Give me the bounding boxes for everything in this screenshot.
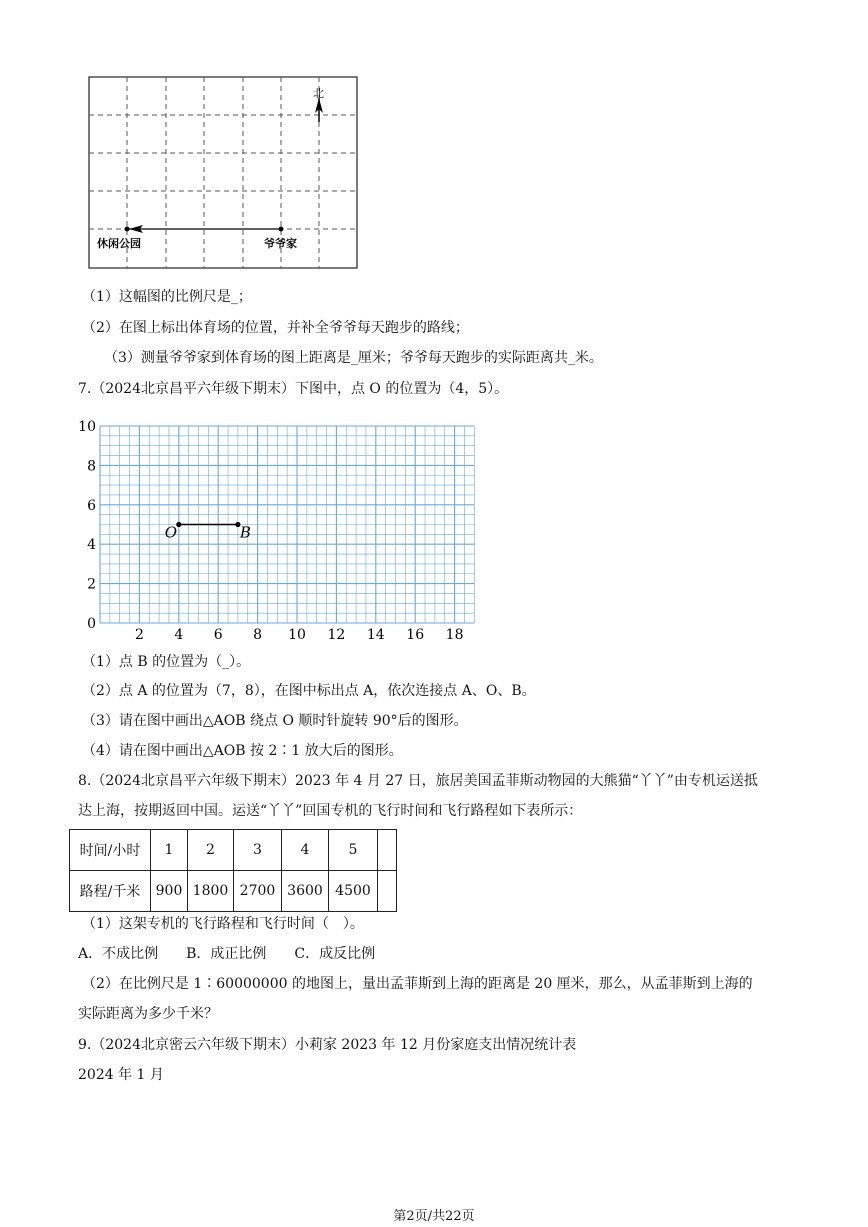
x-tick-label: 16 [406, 627, 425, 643]
q7-part1: （1）点 B 的位置为（_）。 [82, 654, 251, 670]
q9-subtitle: 2024 年 1 月 [78, 1067, 164, 1083]
q6-part1: （1）这幅图的比例尺是_； [82, 289, 252, 305]
q6-part3: （3）测量爷爷家到体育场的图上距离是_厘米；爷爷每天跑步的实际距离共_米。 [104, 350, 603, 366]
page-number: 第2页/共22页 [393, 1209, 475, 1224]
table-cell: 3 [234, 830, 282, 871]
table-cell: 2700 [234, 871, 282, 912]
map-figure [0, 0, 868, 280]
x-tick-label: 2 [134, 627, 144, 643]
q8-title-line1: 8.（2024北京昌平六年级下期末）2023 年 4 月 27 日，旅居美国孟菲斯动物园的大熊猫“丫丫”由专机运送抵 [78, 773, 758, 789]
x-tick-label: 14 [366, 627, 385, 643]
table-cell: 1 [151, 830, 188, 871]
point-label-O: O [164, 523, 178, 542]
park-label: 休闲公园 [97, 237, 141, 250]
table-cell: 3600 [282, 871, 329, 912]
table-cell: 4 [282, 830, 329, 871]
q7-part3: （3）请在图中画出△AOB 绕点 O 顺时针旋转 90°后的图形。 [82, 713, 468, 729]
table-cell [378, 830, 397, 871]
table-cell: 900 [151, 871, 188, 912]
table-row [70, 830, 397, 871]
table-cell: 4500 [329, 871, 378, 912]
table-cell [378, 871, 397, 912]
north-label: 北 [313, 87, 324, 100]
q7-part2: （2）点 A 的位置为（7，8），在图中标出点 A，依次连接点 A、O、B。 [82, 683, 536, 699]
y-tick-label: 10 [78, 419, 96, 435]
park-point [125, 227, 130, 232]
home-point [279, 227, 284, 232]
coordinate-grid-chart [60, 400, 500, 650]
point-label-B: B [239, 523, 251, 542]
y-tick-label: 6 [87, 497, 96, 514]
y-tick-label: 2 [87, 576, 96, 593]
x-tick-label: 12 [327, 627, 346, 643]
q8-options: A．不成比例 B．成正比例 C．成反比例 [78, 946, 376, 962]
q8-part1: （1）这架专机的飞行路程和飞行时间（ ）。 [82, 916, 364, 932]
x-tick-label: 4 [174, 627, 184, 643]
y-tick-label: 8 [87, 458, 96, 475]
x-tick-label: 8 [253, 627, 263, 643]
x-tick-label: 10 [288, 627, 306, 643]
north-arrow-icon [315, 98, 323, 122]
table-row [70, 871, 397, 912]
table-cell: 1800 [188, 871, 234, 912]
q8-part2-line1: （2）在比例尺是 1∶60000000 的地图上，量出孟菲斯到上海的距离是 20 厘米，那么，从孟菲斯到上海的 [82, 976, 753, 992]
q9-title: 9.（2024北京密云六年级下期末）小莉家 2023 年 12 月份家庭支出情况统计表 [78, 1037, 577, 1053]
x-tick-label: 18 [445, 627, 464, 643]
table-header-cell: 路程/千米 [70, 871, 151, 912]
q7-title: 7.（2024北京昌平六年级下期末）下图中，点 O 的位置为（4，5）。 [78, 381, 509, 397]
x-tick-label: 6 [213, 627, 223, 643]
home-label: 爷爷家 [264, 237, 297, 250]
table-cell: 2 [188, 830, 234, 871]
y-tick-label: 0 [87, 616, 96, 632]
q6-part2: （2）在图上标出体育场的位置，并补全爷爷每天跑步的路线； [82, 320, 469, 336]
table-header-cell: 时间/小时 [70, 830, 151, 871]
flight-table [69, 829, 397, 912]
table-cell: 5 [329, 830, 378, 871]
q8-title-line2: 达上海，按期返回中国。运送“丫丫”回国专机的飞行时间和飞行路程如下表所示： [78, 803, 583, 819]
q7-part4: （4）请在图中画出△AOB 按 2∶1 放大后的图形。 [82, 743, 403, 759]
q8-part2-line2: 实际距离为多少千米？ [78, 1006, 218, 1022]
y-tick-label: 4 [87, 537, 96, 554]
